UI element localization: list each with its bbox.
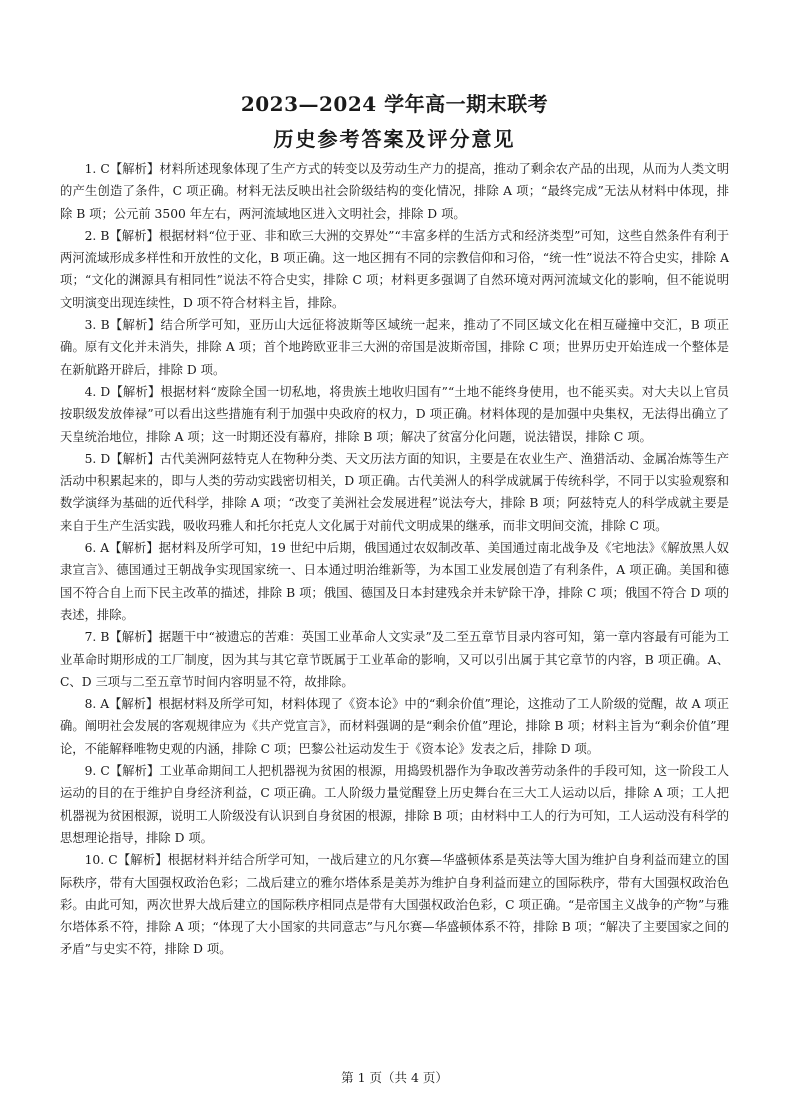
answer-item-2: 2. B【解析】根据材料“位于亚、非和欧三大洲的交界处”“丰富多样的生活方式和经济类型”可知，这些自然条件有利于两河流域形成多样性和开放性的文化，B 项正确。这一地区拥有不同的宗教信仰和习俗，“统一性”说法不符合史实，排除 A 项；“文化的渊源具有相同性”说法不符合史实，排除 C 项；材料更多强调了自然环境对两河流域文化的影响，但不能说明文明演变出现连续性，D 项不符合材料主旨，排除。 [60,228,729,310]
answer-list [60,158,729,961]
answer-item-6: 6. A【解析】据材料及所学可知，19 世纪中后期，俄国通过农奴制改革、美国通过南北战争及《宅地法》《解放黑人奴隶宣言》、德国通过王朝战争实现国家统一、日本通过明治维新等，为本国工业发展创造了有利条件，A 项正确。美国和德国不符合自上而下民主改革的描述，排除 B 项；俄国、德国及日本封建残余并未铲除干净，排除 C 项；俄国不符合 D 项的表述，排除。 [60,541,729,622]
answer-item-9: 9. C【解析】工业革命期间工人把机器视为贫困的根源，用捣毁机器作为争取改善劳动条件的手段可知，这一阶段工人运动的目的在于维护自身经济利益，C 项正确。工人阶级力量觉醒登上历史舞台在三大工人运动以后，排除 A 项；工人把机器视为贫困根源，说明工人阶级没有认识到自身贫困的根源，排除 B 项；由材料中工人的行为可知，工人运动没有科学的思想理论指导，排除 D 项。 [60,764,729,845]
exam-subtitle: 历史参考答案及评分意见 [273,127,516,151]
answer-item-8: 8. A【解析】根据材料及所学可知，材料体现了《资本论》中的“剩余价值”理论，这推动了工人阶级的觉醒，故 A 项正确。阐明社会发展的客观规律应为《共产党宣言》，而材料强调的是“剩余价值”理论，排除 B 项；材料主旨为“剩余价值”理论，不能解释唯物史观的内涵，排除 C 项；巴黎公社运动发生于《资本论》发表之后，排除 D 项。 [60,697,729,756]
answer-item-7: 7. B【解析】据题干中“被遗忘的苦难：英国工业革命人文实录”及二至五章节目录内容可知，第一章内容最有可能为工业革命时期形成的工厂制度，因为其与其它章节既属于工业革命的影响，又可以引出属于其它章节的内容，B 项正确。A、C、D 三项与二至五章节时间内容明显不符，故排除。 [60,630,729,689]
answer-item-1: 1. C【解析】材料所述现象体现了生产方式的转变以及劳动生产力的提高，推动了剩余农产品的出现，从而为人类文明的产生创造了条件，C 项正确。材料无法反映出社会阶级结构的变化情况，排除 A 项；“最终完成”无法从材料中体现，排除 B 项；公元前 3500 年左右，两河流域地区进入文明社会，排除 D 项。 [60,162,729,221]
answer-item-4: 4. D【解析】根据材料“废除全国一切私地，将贵族土地收归国有”“土地不能终身使用，也不能买卖。对大夫以上官员按职级发放俸禄”可以看出这些措施有利于加强中央政府的权力，D 项正确。材料体现的是加强中央集权，无法得出确立了天皇统治地位，排除 A 项；这一时期还没有幕府，排除 B 项；解决了贫富分化问题，说法错误，排除 C 项。 [60,384,729,444]
page-number: 第 1 页（共 4 页） [341,1070,448,1085]
exam-title: 2023—2024 学年高一期末联考 [240,92,549,116]
answer-item-5: 5. D【解析】古代美洲阿兹特克人在物种分类、天文历法方面的知识，主要是在农业生产、渔猎活动、金属冶炼等生产活动中积累起来的，即与人类的劳动实践密切相关，D 项正确。古代美洲人的科学成就属于传统科学，不同于以实验观察和数学演绎为基础的近代科学，排除 A 项；“改变了美洲社会发展进程”说法夸大，排除 B 项；阿兹特克人的科学成就主要是来自于生产生活实践，吸收玛雅人和托尔托克人文化属于对前代文明成果的继承，而非文明间交流，排除 C 项。 [60,451,729,533]
answer-item-3: 3. B【解析】结合所学可知，亚历山大远征将波斯等区域统一起来，推动了不同区域文化在相互碰撞中交汇，B 项正确。原有文化并未消失，排除 A 项；首个地跨欧亚非三大洲的帝国是波斯帝国，排除 C 项；世界历史开始连成一个整体是在新航路开辟后，排除 D 项。 [60,318,729,377]
answer-item-10: 10. C【解析】根据材料并结合所学可知，一战后建立的凡尔赛—华盛顿体系是英法等大国为维护自身利益而建立的国际秩序，带有大国强权政治色彩；二战后建立的雅尔塔体系是美苏为维护自身利益而建立的国际秩序，带有大国强权政治色彩。由此可知，两次世界大战后建立的国际秩序相同点是带有大国强权政治色彩，C 项正确。“是帝国主义战争的产物”与雅尔塔体系不符，排除 A 项；“体现了大小国家的共同意志”与凡尔赛—华盛顿体系不符，排除 B 项；“解决了主要国家之间的矛盾”与史实不符，排除 D 项。 [60,853,729,957]
